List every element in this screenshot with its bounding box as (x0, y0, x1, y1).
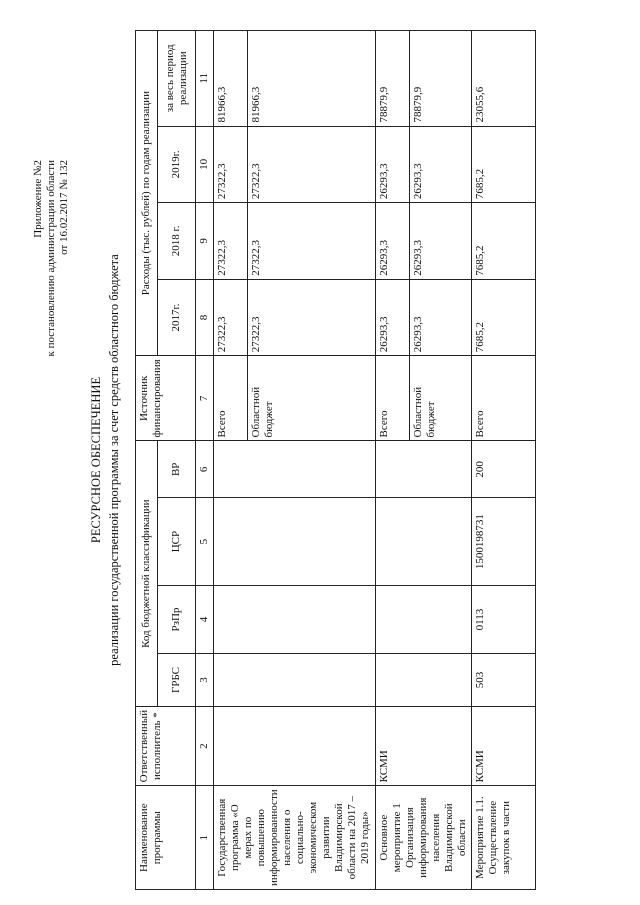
value-total: 81966,3 (248, 31, 376, 127)
value-2019: 26293,3 (376, 126, 410, 203)
value-2019: 27322,3 (214, 126, 248, 203)
col-number: 4 (196, 586, 214, 654)
col-header-2018: 2018 г. (158, 203, 196, 280)
value-2017: 7685,2 (472, 279, 536, 356)
document-title: РЕСУРСНОЕ ОБЕСПЕЧЕНИЕ (89, 376, 103, 544)
value-total: 78879,9 (410, 31, 472, 127)
value-total: 81966,3 (214, 31, 248, 127)
col-header-vr: ВР (158, 441, 196, 498)
value-total: 23055,6 (472, 31, 536, 127)
appendix-line2: к постановлению администрации области (45, 160, 57, 357)
col-header-expenses: Расходы (тыс. рублей) по годам реализации (136, 31, 158, 356)
program-csr (214, 498, 376, 586)
value-total: 78879,9 (376, 31, 410, 127)
activity-csr (376, 498, 472, 586)
col-header-rzpr: РзПр (158, 586, 196, 654)
col-number: 8 (196, 279, 214, 356)
col-number: 3 (196, 654, 214, 707)
activity-executor: КСМИ (376, 706, 472, 785)
resource-table (135, 30, 536, 890)
value-2017: 27322,3 (248, 279, 376, 356)
value-2019: 26293,3 (410, 126, 472, 203)
source-cell: Всего (376, 356, 410, 441)
activity-grbs (376, 654, 472, 707)
value-2017: 27322,3 (214, 279, 248, 356)
value-2017: 26293,3 (376, 279, 410, 356)
col-header-executor: Ответственный исполнитель * (136, 706, 196, 785)
subactivity-csr: 1500198731 (472, 498, 536, 586)
col-number: 5 (196, 498, 214, 586)
subactivity-grbs: 503 (472, 654, 536, 707)
activity-rzpr (376, 586, 472, 654)
subactivity-name: Мероприятие 1.1. Осуществление закупок в части (472, 786, 536, 890)
col-number: 1 (196, 786, 214, 890)
col-header-2019: 2019г. (158, 126, 196, 203)
col-number: 6 (196, 441, 214, 498)
subactivity-executor: КСМИ (472, 706, 536, 785)
value-2018: 26293,3 (410, 203, 472, 280)
program-vr (214, 441, 376, 498)
col-number: 9 (196, 203, 214, 280)
document-subtitle: реализации государственной программы за счет средств областного бюджета (107, 254, 121, 666)
source-cell: Областной бюджет (410, 356, 472, 441)
col-number: 11 (196, 31, 214, 127)
appendix-line1: Приложение №2 (32, 160, 44, 238)
col-header-budget-code: Код бюджетной классификации (136, 441, 158, 706)
subactivity-vr: 200 (472, 441, 536, 498)
source-cell: Областной бюджет (248, 356, 376, 441)
program-rzpr (214, 586, 376, 654)
value-2018: 26293,3 (376, 203, 410, 280)
col-number: 10 (196, 126, 214, 203)
source-cell: Всего (472, 356, 536, 441)
col-number: 2 (196, 706, 214, 785)
appendix-block (32, 160, 71, 890)
program-grbs (214, 654, 376, 707)
col-header-2017: 2017г. (158, 279, 196, 356)
col-header-grbs: ГРБС (158, 654, 196, 707)
program-executor (214, 706, 376, 785)
col-header-csr: ЦСР (158, 498, 196, 586)
col-header-source: Источник финансирования (136, 356, 196, 441)
col-header-name: Наименование программы (136, 786, 196, 890)
appendix-line3: от 16.02.2017 № 132 (58, 160, 70, 255)
value-2019: 27322,3 (248, 126, 376, 203)
value-2018: 27322,3 (248, 203, 376, 280)
value-2018: 7685,2 (472, 203, 536, 280)
rotated-page (20, 30, 620, 890)
source-cell: Всего (214, 356, 248, 441)
value-2018: 27322,3 (214, 203, 248, 280)
subactivity-rzpr: 0113 (472, 586, 536, 654)
value-2017: 26293,3 (410, 279, 472, 356)
activity-name: Основное мероприятие 1 Организация информирования населения Владимирской области (376, 786, 472, 890)
program-name: Государственная программа «О мерах по повышению информированности населения о социально-экономическом развитии Владимирской области на 2017 – 2019 годы» (214, 786, 376, 890)
col-number: 7 (196, 356, 214, 441)
activity-vr (376, 441, 472, 498)
value-2019: 7685,2 (472, 126, 536, 203)
col-header-total: за весь период реализации (158, 31, 196, 127)
